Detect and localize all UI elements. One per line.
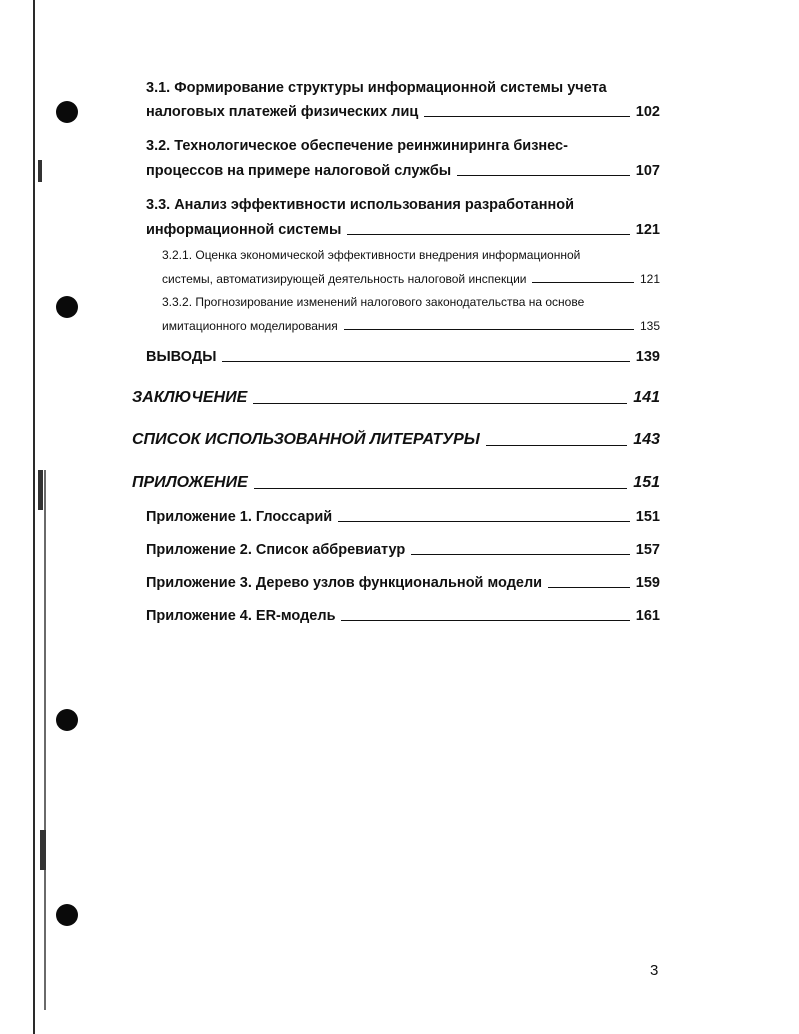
toc-references-page: 143 bbox=[633, 431, 660, 448]
toc-entry-3-2-1 bbox=[162, 272, 660, 286]
leader-line bbox=[338, 521, 630, 522]
toc-entry-conclusion bbox=[132, 389, 660, 407]
toc-3-2-page: 107 bbox=[635, 163, 660, 179]
binding-edge-line bbox=[33, 0, 35, 1034]
toc-app1-title: Приложение 1. Глоссарий bbox=[146, 509, 333, 525]
toc-app4-page: 161 bbox=[635, 608, 660, 624]
punch-hole-3 bbox=[56, 709, 78, 731]
punch-hole-2 bbox=[56, 296, 78, 318]
toc-conclusion-page: 141 bbox=[633, 389, 660, 406]
toc-entry-3-3-2 bbox=[162, 319, 660, 333]
leader-line bbox=[347, 234, 629, 235]
toc-3-2-1-line1: 3.2.1. Оценка экономической эффективности внедрения информационной bbox=[162, 248, 581, 262]
scan-speck bbox=[38, 470, 43, 510]
toc-conclusions-title: ВЫВОДЫ bbox=[146, 349, 217, 365]
toc-app3-page: 159 bbox=[635, 575, 660, 591]
scan-speck bbox=[40, 830, 46, 870]
toc-entry-appendix-1 bbox=[146, 509, 660, 525]
toc-references-title: СПИСОК ИСПОЛЬЗОВАННОЙ ЛИТЕРАТУРЫ bbox=[132, 431, 480, 448]
toc-appendix-title: ПРИЛОЖЕНИЕ bbox=[132, 474, 248, 491]
binding-edge-shadow bbox=[44, 470, 46, 1010]
leader-line bbox=[424, 116, 630, 117]
toc-conclusions-page: 139 bbox=[635, 349, 660, 365]
toc-3-3-2-line1: 3.3.2. Прогнозирование изменений налогового законодательства на основе bbox=[162, 295, 585, 309]
leader-line bbox=[532, 282, 633, 283]
toc-3-1-page: 102 bbox=[635, 104, 660, 120]
toc-3-3-2-line2: имитационного моделирования bbox=[162, 319, 338, 333]
toc-3-1-line2: налоговых платежей физических лиц bbox=[146, 104, 419, 120]
toc-app4-title: Приложение 4. ER-модель bbox=[146, 608, 336, 624]
leader-line bbox=[222, 361, 629, 362]
toc-app1-page: 151 bbox=[635, 509, 660, 525]
toc-3-2-1-line2: системы, автоматизирующей деятельность налоговой инспекции bbox=[162, 272, 527, 286]
punch-hole-1 bbox=[56, 101, 78, 123]
toc-3-2-line2: процессов на примере налоговой службы bbox=[146, 163, 452, 179]
toc-3-2-line1: 3.2. Технологическое обеспечение реинжиниринга бизнес- bbox=[146, 138, 568, 154]
leader-line bbox=[344, 329, 634, 330]
toc-3-2-1-page: 121 bbox=[639, 272, 660, 286]
punch-hole-4 bbox=[56, 904, 78, 926]
toc-3-3-line1: 3.3. Анализ эффективности использования разработанной bbox=[146, 197, 574, 213]
toc-3-1-line1: 3.1. Формирование структуры информационной системы учета bbox=[146, 80, 607, 96]
toc-3-3-page: 121 bbox=[635, 222, 660, 238]
toc-appendix-page: 151 bbox=[633, 474, 660, 491]
leader-line bbox=[411, 554, 630, 555]
leader-line bbox=[253, 403, 627, 404]
leader-line bbox=[486, 445, 628, 446]
leader-line bbox=[254, 488, 628, 489]
toc-app3-title: Приложение 3. Дерево узлов функциональной модели bbox=[146, 575, 543, 591]
toc-app2-page: 157 bbox=[635, 542, 660, 558]
toc-entry-conclusions bbox=[146, 349, 660, 365]
scan-speck bbox=[38, 160, 42, 182]
toc-entry-appendix-3 bbox=[146, 575, 660, 591]
leader-line bbox=[457, 175, 630, 176]
toc-entry-references bbox=[132, 431, 660, 449]
toc-entry-appendix-4 bbox=[146, 608, 660, 624]
toc-entry-3-1 bbox=[146, 104, 660, 120]
toc-3-3-2-page: 135 bbox=[639, 319, 660, 333]
leader-line bbox=[341, 620, 629, 621]
toc-entry-appendix bbox=[132, 474, 660, 492]
toc-entry-appendix-2 bbox=[146, 542, 660, 558]
toc-conclusion-title: ЗАКЛЮЧЕНИЕ bbox=[132, 389, 248, 406]
leader-line bbox=[548, 587, 630, 588]
toc-app2-title: Приложение 2. Список аббревиатур bbox=[146, 542, 406, 558]
toc-entry-3-2 bbox=[146, 163, 660, 179]
page-number: 3 bbox=[650, 962, 659, 979]
toc-3-3-line2: информационной системы bbox=[146, 222, 342, 238]
toc-entry-3-3 bbox=[146, 222, 660, 238]
